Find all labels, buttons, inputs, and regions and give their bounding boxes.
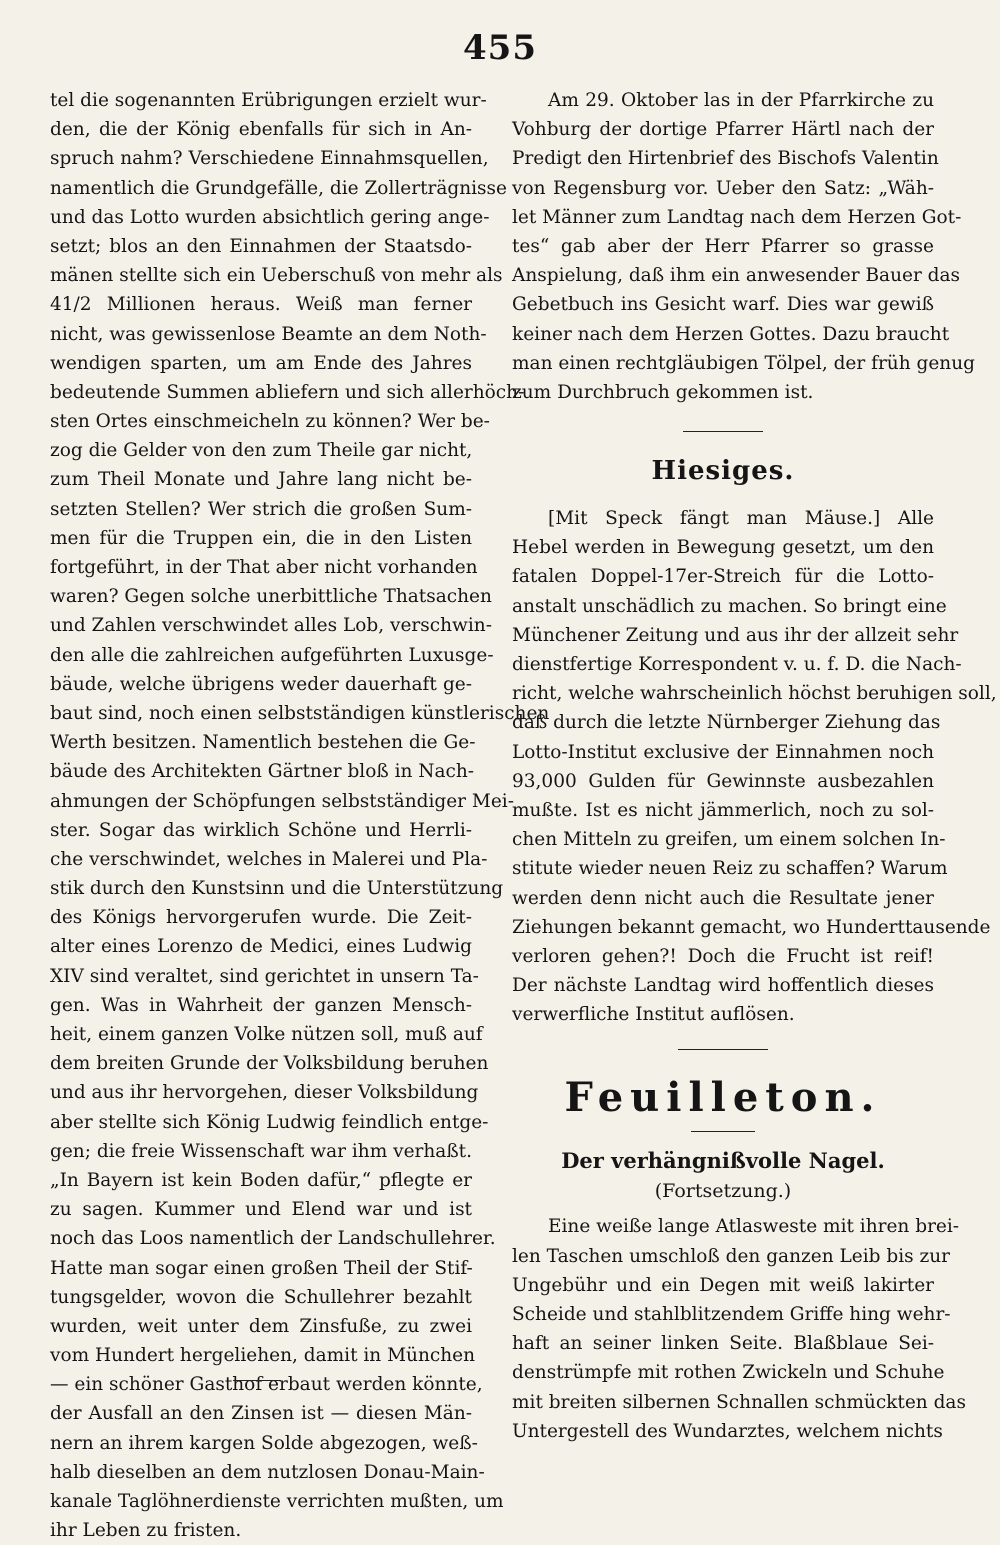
text-line: und das Lotto wurden absichtlich gering ange- [50,206,490,228]
text-line: und Zahlen verschwindet alles Lob, verschwin- [50,615,492,637]
text-line: spruch nahm? Verschiedene Einnahmsquellen, [50,148,489,170]
text-line: mänen stellte sich ein Ueberschuß von mehr als [50,265,503,287]
text-line: werden denn nicht auch die Resultate jener [512,887,934,909]
text-line: daß durch die letzte Nürnberger Ziehung das [512,712,941,734]
story-title: Der verhängnißvolle Nagel. [561,1148,885,1174]
text-line: dem breiten Grunde der Volksbildung beruhen [50,1053,489,1075]
text-line: Hatte man sogar einen großen Theil der Stif- [50,1257,473,1279]
text-line: Vohburg der dortige Pfarrer Härtl nach der [512,119,934,141]
text-line: noch das Loos namentlich der Landschullehrer. [50,1228,496,1250]
text-line: ihr Leben zu fristen. [50,1520,242,1542]
text-line: Ziehungen bekannt gemacht, wo Hunderttausende [512,916,991,938]
text-line: baut sind, noch einen selbstständigen künstlerischen [50,702,550,724]
text-line: Gebetbuch ins Gesicht warf. Dies war gewiß [512,294,934,316]
text-line: Am 29. Oktober las in der Pfarrkirche zu [548,90,934,111]
text-line: che verschwindet, welches in Malerei und Pla- [50,848,488,870]
section-divider [683,431,763,432]
left-column [50,86,550,1545]
text-line: und aus ihr hervorgehen, dieser Volksbildung [50,1082,479,1104]
text-line: namentlich die Grundgefälle, die Zollerträgnisse [50,177,507,199]
text-line: dienstfertige Korrespondent v. u. f. D. die Nach- [512,654,962,675]
text-line: zum Durchbruch gekommen ist. [512,381,814,403]
text-line: 41/2 Millionen heraus. Weiß man ferner [50,294,472,316]
text-line: nicht, was gewissenlose Beamte an dem Noth- [50,323,487,345]
text-line: wurden, weit unter dem Zinsfuße, zu zwei [50,1315,472,1337]
article-feuilleton [512,1212,966,1446]
text-line: bedeutende Summen abliefern und sich allerhöch- [50,381,525,403]
text-line: tel die sogenannten Erübrigungen erzielt wur- [50,90,487,111]
heading-underline [691,1131,755,1132]
end-rule [233,1380,281,1381]
text-line: ster. Sogar das wirklich Schöne und Herrli- [50,819,472,841]
text-line: den alle die zahlreichen aufgeführten Luxusge- [50,644,494,666]
page-number: 455 [463,28,537,68]
text-line: mußte. Ist es nicht jämmerlich, noch zu sol- [512,799,934,821]
text-line: fortgeführt, in der That aber nicht vorhanden [50,557,478,578]
text-line: chen Mitteln zu greifen, um einem solchen In- [512,829,946,851]
text-line: Anspielung, daß ihm ein anwesender Bauer das [512,265,961,287]
text-line: keiner nach dem Herzen Gottes. Dazu braucht [512,323,950,345]
text-line: von Regensburg vor. Ueber den Satz: „Wäh- [512,177,934,199]
section-heading-hiesiges: Hiesiges. [651,456,795,487]
text-line: waren? Gegen solche unerbittliche Thatsachen [50,586,492,608]
text-line: wendigen sparten, um am Ende des Jahres [50,352,472,374]
text-line: — ein schöner Gasthof erbaut werden könnte, [50,1374,483,1396]
text-line: man einen rechtgläubigen Tölpel, der früh genug [512,352,975,374]
text-line: Scheide und stahlblitzendem Griffe hing wehr- [512,1304,951,1325]
text-line: richt, welche wahrscheinlich höchst beruhigen soll, [512,683,997,705]
text-line: zu sagen. Kummer und Elend war und ist [50,1199,472,1221]
text-line: halb dieselben an dem nutzlosen Donau-Main- [50,1461,485,1483]
text-line: fatalen Doppel-17er-Streich für die Lotto- [512,566,934,588]
text-line: mit breiten silbernen Schnallen schmückten das [512,1391,966,1413]
text-line: Predigt den Hirtenbrief des Bischofs Valentin [512,148,939,170]
text-line: Eine weiße lange Atlasweste mit ihren brei- [548,1216,960,1238]
text-line: aber stellte sich König Ludwig feindlich entge- [50,1111,489,1133]
text-line: Lotto-Institut exclusive der Einnahmen noch [512,741,934,763]
text-line: zum Theil Monate und Jahre lang nicht be- [50,469,472,491]
text-line: len Taschen umschloß den ganzen Leib bis zur [512,1245,951,1267]
text-line: zog die Gelder von den zum Theile gar nicht, [50,440,473,462]
text-line: verloren gehen?! Doch die Frucht ist reif! [512,945,934,967]
text-line: Ungebühr und ein Degen mit weiß lakirter [512,1274,934,1296]
text-line: gen; die freie Wissenschaft war ihm verhaßt. [50,1140,472,1162]
text-line: haft an seiner linken Seite. Blaßblaue Sei- [512,1333,934,1355]
text-line: Werth besitzen. Namentlich bestehen die Ge- [50,732,476,754]
text-line: gen. Was in Wahrheit der ganzen Mensch- [50,994,472,1016]
right-column [512,86,997,1446]
text-line: tes“ gab aber der Herr Pfarrer so grasse [512,235,934,257]
article-vohburg [512,86,975,407]
text-line: 93,000 Gulden für Gewinnste ausbezahlen [512,770,934,792]
text-line: anstalt unschädlich zu machen. So bringt eine [512,595,947,617]
text-line: kanale Taglöhnerdienste verrichten mußten, um [50,1491,504,1512]
article-lotto [512,504,997,1029]
text-line: stik durch den Kunstsinn und die Unterstützung [50,878,504,900]
text-line: Untergestell des Wundarztes, welchem nichts [512,1420,943,1442]
section-divider [678,1049,768,1050]
text-line: tungsgelder, wovon die Schullehrer bezahlt [50,1286,472,1308]
text-line: sten Ortes einschmeicheln zu können? Wer be- [50,411,490,433]
text-line: setzten Stellen? Wer strich die großen Sum- [50,498,472,520]
text-line: alter eines Lorenzo de Medici, eines Ludwig [50,936,472,958]
text-line: [Mit Speck fängt man Mäuse.] Alle [548,508,934,530]
text-line: „In Bayern ist kein Boden dafür,“ pflegte er [50,1169,472,1191]
text-line: der Ausfall an den Zinsen ist — diesen Män- [50,1403,472,1425]
text-line: bäude, welche übrigens weder dauerhaft ge- [50,673,472,695]
text-line: heit, einem ganzen Volke nützen soll, muß auf [50,1024,483,1045]
text-line: XIV sind veraltet, sind gerichtet in unsern Ta- [50,965,479,987]
text-line: des Königs hervorgerufen wurde. Die Zeit- [50,907,472,929]
text-line: setzt; blos an den Einnahmen der Staatsdo- [50,235,472,257]
text-line: let Männer zum Landtag nach dem Herzen Got- [512,206,962,228]
text-line: den, die der König ebenfalls für sich in An- [50,119,472,141]
text-line: stitute wieder neuen Reiz zu schaffen? Warum [512,858,948,880]
text-line: verwerfliche Institut auflösen. [512,1004,795,1026]
text-line: vom Hundert hergeliehen, damit in München [50,1345,476,1367]
text-line: Münchener Zeitung und aus ihr der allzeit sehr [512,624,959,646]
text-line: Der nächste Landtag wird hoffentlich dieses [512,975,934,997]
text-line: men für die Truppen ein, die in den Listen [50,527,472,549]
story-note: (Fortsetzung.) [654,1180,792,1203]
text-line: nern an ihrem kargen Solde abgezogen, weß- [50,1432,478,1454]
text-line: bäude des Architekten Gärtner bloß in Nach- [50,761,475,783]
section-heading-feuilleton: Feuilleton. [564,1074,882,1122]
text-line: Hebel werden in Bewegung gesetzt, um den [512,537,934,559]
text-line: ahmungen der Schöpfungen selbstständiger Mei- [50,790,514,812]
text-line: denstrümpfe mit rothen Zwickeln und Schuhe [512,1362,945,1384]
